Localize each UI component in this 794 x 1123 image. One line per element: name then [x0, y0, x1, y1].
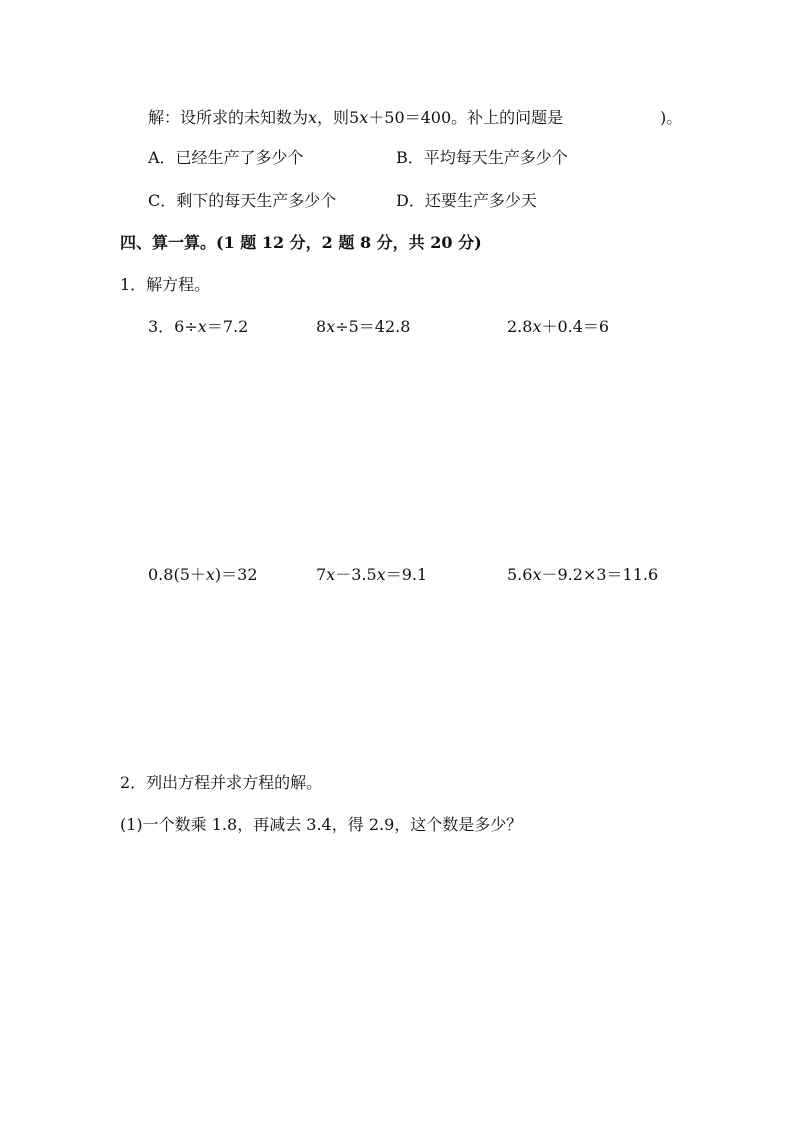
equation-6: 5.6x－9.2×3＝11.6: [507, 565, 659, 584]
question-equation: ＋50＝400。补上的问题是: [368, 108, 564, 127]
answer-blank-close: )。: [660, 108, 683, 127]
variable-x: x: [532, 317, 542, 336]
option-a: A．已经生产了多少个: [148, 148, 304, 167]
q2-subquestion-1: (1)一个数乘 1.8，再减去 3.4，得 2.9，这个数是多少？: [120, 815, 523, 834]
equation-5: 7x－3.5x＝9.1: [316, 565, 428, 584]
option-b: B．平均每天生产多少个: [396, 148, 568, 167]
variable-x: x: [197, 317, 207, 336]
option-d: D．还要生产多少天: [396, 191, 537, 210]
q2-label: 2．列出方程并求方程的解。: [120, 773, 323, 792]
equation-2: 8x÷5＝42.8: [316, 317, 411, 336]
question-prefix: 解：设所求的未知数为: [148, 108, 309, 127]
variable-x: x: [532, 565, 542, 584]
option-c: C．剩下的每天生产多少个: [148, 191, 337, 210]
variable-x: x: [359, 108, 369, 127]
question-text: [148, 108, 563, 128]
equation-1: 3．6÷x＝7.2: [148, 317, 249, 336]
equation-4: 0.8(5＋x)＝32: [148, 565, 258, 584]
variable-x: x: [376, 565, 386, 584]
question-mid: ，则5: [317, 108, 360, 127]
variable-x: x: [308, 108, 318, 127]
variable-x: x: [205, 565, 215, 584]
section-heading: 四、算一算。(1 题 12 分，2 题 8 分，共 20 分): [120, 233, 482, 252]
variable-x: x: [326, 317, 336, 336]
q1-label: 1．解方程。: [120, 275, 211, 294]
variable-x: x: [326, 565, 336, 584]
equation-3: 2.8x＋0.4＝6: [507, 317, 610, 336]
